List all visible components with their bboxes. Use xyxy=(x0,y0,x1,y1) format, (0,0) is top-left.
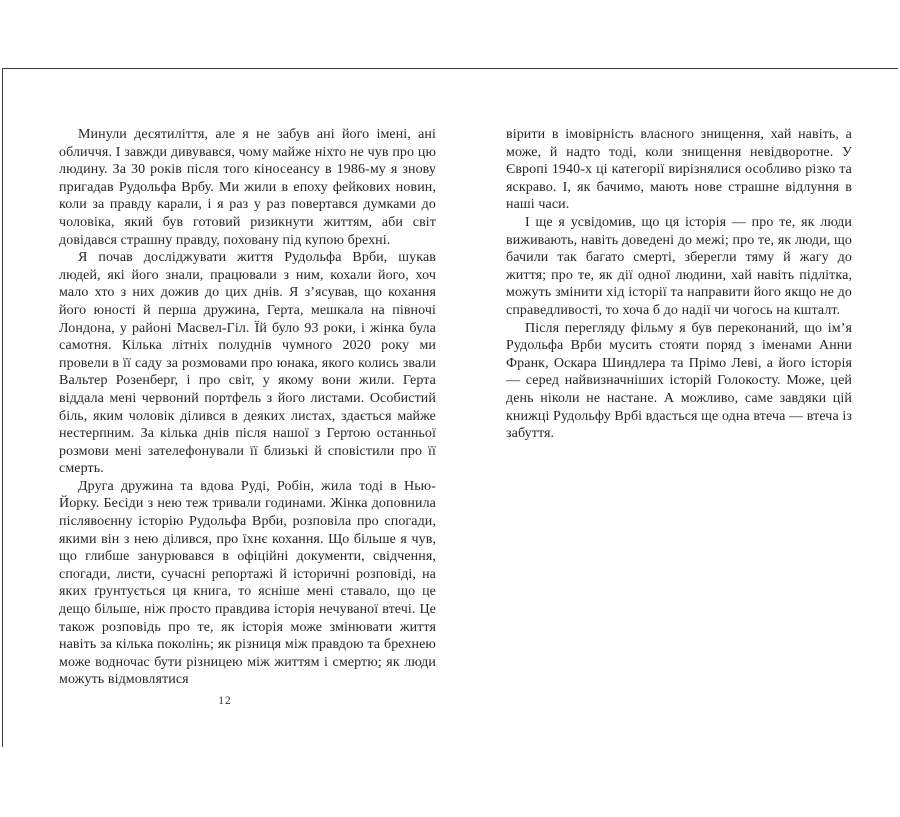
left-page-text-column xyxy=(59,126,436,689)
page-number: 12 xyxy=(218,695,232,707)
paragraph: Минули десятиліття, але я не забув ані його імені, ані обличчя. І завжди дивувався, чому майже ніхто не чув про цю людину. За 30 років після того кіносеансу в 1986-му я знову пригадав Рудольфа Врбу. Ми жили в епоху фейкових новин, коли за правду карали, і я раз у раз повертався думками до чоловіка, який був готовий ризикнути життям, аби світ довідався страшну правду, поховану під купою брехні. xyxy=(59,127,436,248)
paragraph: І ще я усвідомив, що ця історія — про те, як люди виживають, навіть доведені до межі; про те, як люди, що бачили так багато смерті, зберегли тяму й жагу до життя; про те, як дії одної людини, хай навіть підлітка, можуть змінити хід історії та направити його якщо не до справедливості, то хоча б до надії чи чогось на кшталт. xyxy=(506,214,852,318)
paragraph: Друга дружина та вдова Руді, Робін, жила тоді в Нью-Йорку. Бесіди з нею теж тривали годинами. Жінка доповнила післявоєнну історію Рудольфа Врби, розповіла про спогади, якими він з нею ділився, про їхнє кохання. Що більше я чув, що глибше занурювався в офіційні документи, свідчення, спогади, листи, сучасні репортажі й історичні розповіді, на яких ґрунтується ця книга, то ясніше мені ставало, що це дещо більше, ніж просто правдива історія нечуваної втечі. Це також розповідь про те, як історія може змінювати життя навіть за кілька поколінь; як різниця між правдою та брехнею може водночас бути різницею між життям і смертю; як люди можуть відмовлятися xyxy=(59,478,436,688)
paragraph: Я почав досліджувати життя Рудольфа Врби, шукав людей, які його знали, працювали з ним, кохали його, хоч мало хто з них дожив до цих днів. Я з’ясував, що кохання його юності й перша дружина, Герта, мешкала на півночі Лондона, у районі Масвел-Гіл. Їй було 93 роки, і жінка була самотня. Кілька літніх полуднів чумного 2020 року ми провели в її саду за розмовами про юнака, якого колись звали Вальтер Розенберг, і про світ, у якому вони жили. Герта віддала мені червоний портфель з його листами. Особистий біль, яким чоловік ділився в деяких листах, здається майже нестерпним. За кілька днів після нашої з Гертою останньої розмови мені зателефонували її близькі й сповістили про її смерть. xyxy=(59,250,436,477)
right-page-text-column xyxy=(506,126,852,443)
paragraph: Після перегляду фільму я був переконаний, що ім’я Рудольфа Врби мусить стояти поряд з іменами Анни Франк, Оскара Шиндлера та Прімо Леві, а його історія — серед найвизначніших історій Голокосту. Може, цей день ніколи не настане. А можливо, саме завдяки цій книжці Рудольфу Врбі вдасться ще одна втеча — втеча із забуття. xyxy=(506,320,852,442)
paragraph-continuation: вірити в імовірність власного знищення, хай навіть, а може, й надто тоді, коли знищення невідворотне. У Європі 1940-х ці категорії вирізнялися особливо різко та яскраво. І, як бачимо, мають нове страшне відлуння в наші часи. xyxy=(506,127,852,213)
